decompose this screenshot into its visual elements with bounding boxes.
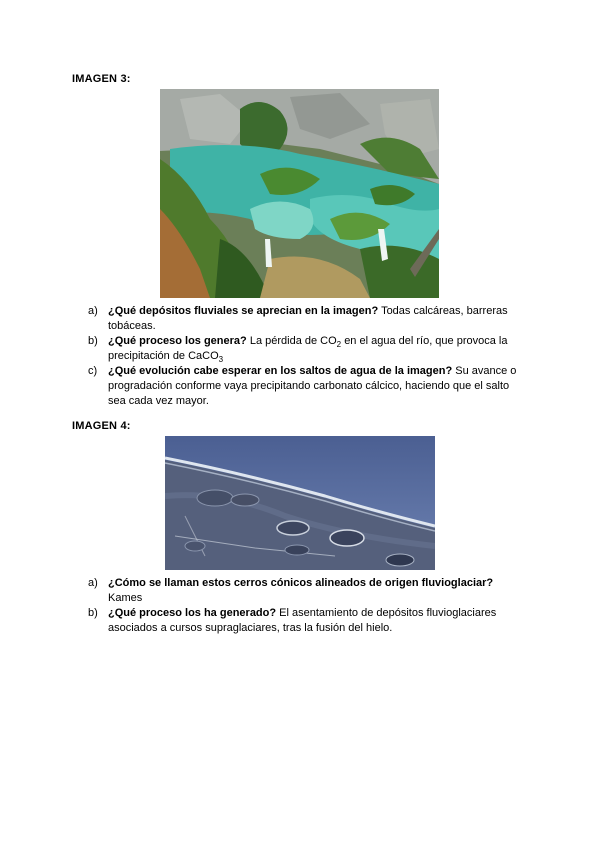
question-text: ¿Cómo se llaman estos cerros cónicos alineados de origen fluvioglaciar? (108, 577, 494, 589)
answer-text-cont: en el agua del río, que provoca la precipitación de CaCO (108, 335, 508, 362)
answer-text: Todas calcáreas, barreras tobáceas. (108, 305, 508, 332)
list-item (88, 576, 528, 606)
item-letter: a) (88, 577, 98, 589)
list-item (88, 364, 528, 409)
question-text: ¿Qué proceso los genera? (108, 335, 247, 347)
answer-text: La pérdida de CO (249, 335, 337, 347)
item-letter: a) (88, 305, 98, 317)
kames-aerial-image (165, 436, 435, 570)
answer-text: Su avance o progradación conforme vaya precipitando carbonato cálcico, haciendo que el salto sea cada vez mayor. (108, 365, 517, 407)
image3-heading: IMAGEN 3: (72, 73, 131, 85)
answer-text: El asentamiento de depósitos fluvioglaciares asociados a cursos supraglaciares, tras la fusión del hielo. (108, 607, 497, 634)
lakes-waterfalls-image (160, 89, 439, 298)
list-item (88, 606, 528, 636)
list-item (88, 304, 528, 334)
question-text: ¿Qué depósitos fluviales se aprecian en la imagen? (108, 305, 379, 317)
image4-questions (88, 576, 528, 636)
image4-heading: IMAGEN 4: (72, 420, 131, 432)
item-letter: b) (88, 335, 98, 347)
question-text: ¿Qué proceso los ha generado? (108, 607, 277, 619)
kames-aerial-photo (165, 436, 435, 570)
subscript: 3 (218, 355, 224, 364)
list-item (88, 334, 528, 364)
subscript: 2 (336, 340, 342, 349)
lakes-waterfalls-photo (160, 89, 439, 298)
question-text: ¿Qué evolución cabe esperar en los saltos de agua de la imagen? (108, 365, 453, 377)
image3-questions (88, 304, 528, 409)
item-letter: b) (88, 607, 98, 619)
answer-text: Kames (108, 592, 143, 604)
item-letter: c) (88, 365, 98, 377)
